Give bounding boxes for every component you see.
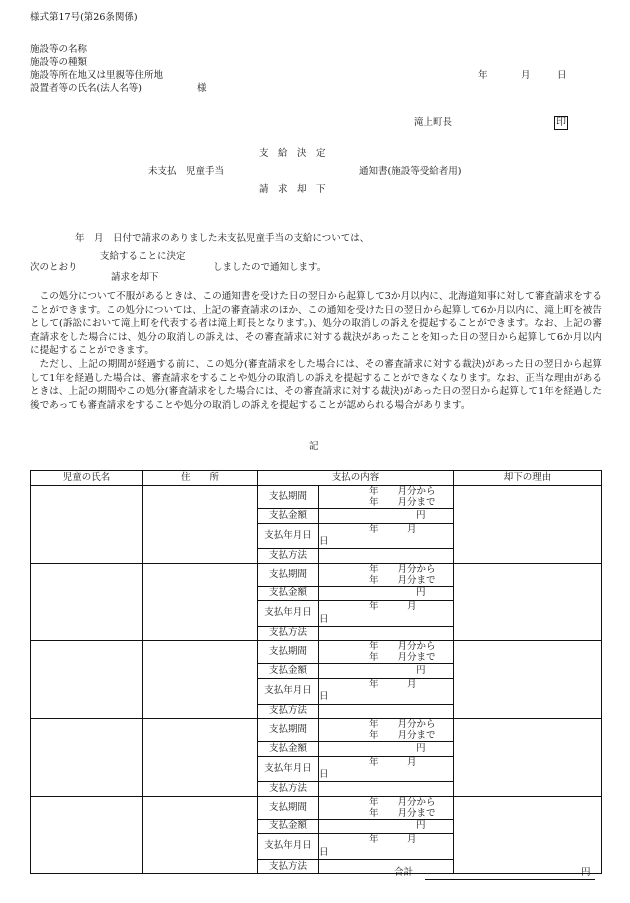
rejection-reason-cell[interactable] xyxy=(454,563,602,641)
header-address: 住 所 xyxy=(143,471,258,486)
period-label: 支払期間 xyxy=(258,796,319,819)
payment-date-value[interactable] xyxy=(319,678,454,704)
facility-address-label: 施設等所在地又は里親等住所地 xyxy=(30,70,164,81)
payment-method-label: 支払方法 xyxy=(258,859,319,874)
issuer-name: 滝上町長 xyxy=(414,117,453,128)
total-label: 合計 xyxy=(394,867,414,878)
payment-method-value[interactable] xyxy=(319,704,454,719)
founder-name-label: 設置者等の氏名(法人名等) xyxy=(30,83,142,94)
period-to: 年 月分まで xyxy=(369,652,436,664)
payment-method-value[interactable] xyxy=(319,549,454,564)
amount-unit: 円 xyxy=(416,820,426,832)
amount-value[interactable] xyxy=(319,819,454,834)
amount-label: 支払金額 xyxy=(258,742,319,757)
amount-value[interactable] xyxy=(319,664,454,679)
rejection-reason-cell[interactable] xyxy=(454,486,602,564)
payment-date-value[interactable] xyxy=(319,601,454,627)
period-label: 支払期間 xyxy=(258,563,319,586)
intro-option-grant: 支給することに決定 xyxy=(100,251,186,262)
amount-label: 支払金額 xyxy=(258,664,319,679)
payment-date-text: 年 月 日 xyxy=(319,834,446,858)
intro-option-reject: 請求を却下 xyxy=(111,272,159,283)
period-from: 年 月分から xyxy=(369,486,436,497)
facility-type-label: 施設等の種類 xyxy=(30,57,88,68)
total-unit: 円 xyxy=(581,867,591,878)
total-amount-line[interactable] xyxy=(425,879,595,880)
payment-date-label: 支払年月日 xyxy=(258,756,319,782)
title-decision-reject: 請 求 却 下 xyxy=(259,184,326,195)
payment-date-text: 年 月 日 xyxy=(319,678,446,703)
intro-prefix: 次のとおり xyxy=(30,262,78,273)
ki-heading: 記 xyxy=(309,441,319,452)
rejection-reason-cell[interactable] xyxy=(454,796,602,874)
payment-date-text: 年 月 日 xyxy=(319,523,446,547)
period-value[interactable] xyxy=(319,563,454,586)
date-year: 年 xyxy=(478,70,488,81)
payment-date-text: 年 月 日 xyxy=(319,601,446,625)
address-cell[interactable] xyxy=(143,641,258,719)
header-child-name: 児童の氏名 xyxy=(31,471,143,486)
rejection-reason-cell[interactable] xyxy=(454,641,602,719)
period-label: 支払期間 xyxy=(258,641,319,664)
appeal-paragraph-1: この処分について不服があるときは、この通知書を受けた日の翌日から起算して3か月以内に、北海道知事に対して審査請求をすることができます。この処分については、上記の審査請求のほか、この通知を受けた日の翌日から起算して6か月以内に、滝上町を被告として(訴訟において滝上町を代表する者は滝上町長となります。)、処分の取消しの訴えを提起することができます。なお、上記の審査請求をした場合には、処分の取消しの訴えは、その審査請求に対する裁決があったことを知った日の翌日から起算して6か月以内に提起することができます。 xyxy=(30,291,602,357)
payment-date-label: 支払年月日 xyxy=(258,601,319,627)
appeal-notice xyxy=(30,290,602,412)
payment-date-label: 支払年月日 xyxy=(258,523,319,549)
address-cell[interactable] xyxy=(143,486,258,564)
payment-date-value[interactable] xyxy=(319,756,454,782)
payment-date-value[interactable] xyxy=(319,834,454,860)
payment-date-text: 年 月 日 xyxy=(319,756,446,780)
period-value[interactable] xyxy=(319,486,454,509)
period-from: 年 月分から xyxy=(369,641,436,653)
payment-method-value[interactable] xyxy=(319,626,454,641)
amount-value[interactable] xyxy=(319,509,454,524)
period-from: 年 月分から xyxy=(369,563,436,575)
period-label: 支払期間 xyxy=(258,486,319,509)
appeal-paragraph-2: ただし、上記の期間が経過する前に、この処分(審査請求をした場合には、その審査請求に対する裁決)があった日の翌日から起算して1年を経過した場合は、審査請求をすることや処分の取消しの訴えを提起することができなくなります。なお、正当な理由があるときは、上記の期間やこの処分(審査請求をした場合には、その審査請求に対する裁決)があった日の翌日から起算して1年を経過した後であっても審査請求をすることや処分の取消しの訴えを提起することが認められる場合があります。 xyxy=(30,358,602,411)
payment-method-label: 支払方法 xyxy=(258,549,319,564)
period-from: 年 月分から xyxy=(369,719,436,731)
header-payment-details: 支払の内容 xyxy=(258,471,454,486)
amount-unit: 円 xyxy=(416,587,426,599)
payment-method-label: 支払方法 xyxy=(258,704,319,719)
payment-method-label: 支払方法 xyxy=(258,782,319,797)
child-name-cell[interactable] xyxy=(31,796,143,874)
period-value[interactable] xyxy=(319,796,454,819)
amount-value[interactable] xyxy=(319,586,454,601)
facility-name-label: 施設等の名称 xyxy=(30,44,88,55)
title-left: 未支払 児童手当 xyxy=(148,166,225,177)
payment-method-value[interactable] xyxy=(319,782,454,797)
amount-value[interactable] xyxy=(319,742,454,757)
address-cell[interactable] xyxy=(143,796,258,874)
amount-unit: 円 xyxy=(416,742,426,754)
intro-suffix: しましたので通知します。 xyxy=(213,262,327,273)
date-month: 月 xyxy=(521,70,531,81)
child-name-cell[interactable] xyxy=(31,719,143,797)
child-name-cell[interactable] xyxy=(31,486,143,564)
child-name-cell[interactable] xyxy=(31,563,143,641)
rejection-reason-cell[interactable] xyxy=(454,719,602,797)
amount-label: 支払金額 xyxy=(258,586,319,601)
title-right: 通知書(施設等受給者用) xyxy=(359,166,462,177)
amount-unit: 円 xyxy=(416,509,426,521)
payment-date-label: 支払年月日 xyxy=(258,834,319,860)
date-day: 日 xyxy=(557,70,567,81)
period-label: 支払期間 xyxy=(258,719,319,742)
payment-date-label: 支払年月日 xyxy=(258,678,319,704)
child-name-cell[interactable] xyxy=(31,641,143,719)
amount-label: 支払金額 xyxy=(258,509,319,524)
period-to: 年 月分まで xyxy=(369,807,436,819)
form-number: 様式第17号(第26条関係) xyxy=(30,12,138,23)
payment-method-value[interactable] xyxy=(319,859,454,874)
address-cell[interactable] xyxy=(143,719,258,797)
period-to: 年 月分まで xyxy=(369,574,436,586)
period-value[interactable] xyxy=(319,719,454,742)
address-cell[interactable] xyxy=(143,563,258,641)
intro-line: 年 月 日付で請求のありました未支払児童手当の支給については、 xyxy=(75,233,370,244)
seal-mark: 印 xyxy=(556,117,566,128)
period-from: 年 月分から xyxy=(369,796,436,808)
payment-method-label: 支払方法 xyxy=(258,626,319,641)
title-decision-grant: 支 給 決 定 xyxy=(259,148,326,159)
honorific: 様 xyxy=(197,83,207,94)
payment-date-value[interactable] xyxy=(319,523,454,549)
amount-unit: 円 xyxy=(416,664,426,676)
period-to: 年 月分まで xyxy=(369,497,436,508)
period-to: 年 月分まで xyxy=(369,730,436,742)
amount-label: 支払金額 xyxy=(258,819,319,834)
period-value[interactable] xyxy=(319,641,454,664)
header-rejection-reason: 却下の理由 xyxy=(454,471,602,486)
table-header-row xyxy=(31,471,602,486)
payment-table xyxy=(30,470,602,874)
